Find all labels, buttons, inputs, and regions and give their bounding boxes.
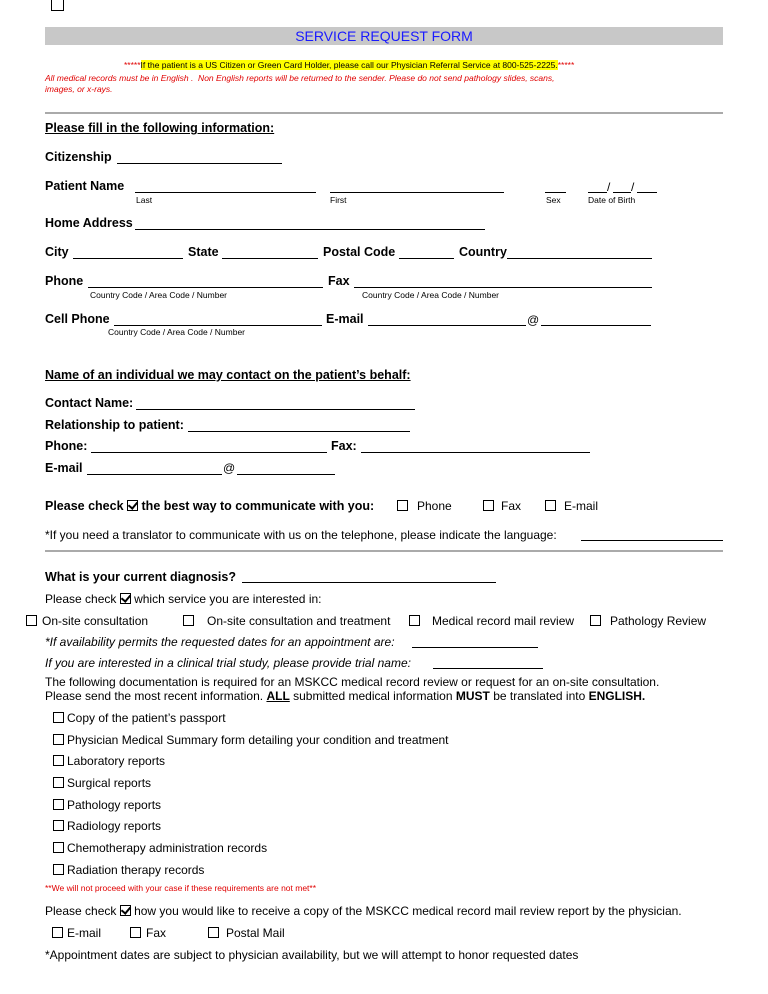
- fax-caption: Country Code / Area Code / Number: [362, 290, 500, 300]
- title-bar: [45, 27, 723, 45]
- home-address-label: Home Address: [45, 216, 133, 230]
- last-name-field[interactable]: [135, 192, 316, 193]
- cell-phone-field[interactable]: [114, 325, 322, 326]
- cell-phone-label: Cell Phone: [45, 312, 110, 326]
- translator-field[interactable]: [581, 540, 723, 541]
- receive-email-checkbox[interactable]: [52, 927, 63, 938]
- postal-code-field[interactable]: [399, 258, 454, 259]
- doc-lab-label: Laboratory reports: [67, 754, 166, 768]
- service-onsite-label: On-site consultation: [42, 614, 149, 628]
- citizenship-field[interactable]: [117, 163, 282, 164]
- trial-label: If you are interested in a clinical trial study, please provide trial name:: [45, 656, 411, 670]
- contact-fax-field[interactable]: [361, 452, 590, 453]
- notice-highlight: If the patient is a US Citizen or Green Card Holder, please call our Physician Referral Service at 800-525-2225.: [140, 60, 558, 70]
- checkmark-icon: [120, 905, 131, 916]
- email-at: @: [527, 313, 540, 327]
- receive-postal-label: Postal Mail: [226, 926, 285, 940]
- service-check-label: [45, 592, 322, 606]
- english-notice-line2: images, or x-rays.: [45, 84, 113, 94]
- doc-surgical-checkbox[interactable]: [53, 777, 64, 788]
- contact-email-label: E-mail: [45, 461, 83, 475]
- postal-code-label: Postal Code: [323, 245, 396, 259]
- availability-label: *If availability permits the requested dates for an appointment are:: [45, 635, 395, 649]
- comm-email-label: E-mail: [564, 499, 599, 513]
- availability-field[interactable]: [412, 647, 538, 648]
- english-notice-line1: All medical records must be in English . Non English reports will be returned to the sender. Please do not send pathology slides, scans,: [45, 73, 555, 83]
- phone-field[interactable]: [88, 287, 323, 288]
- comm-fax-checkbox[interactable]: [483, 500, 494, 511]
- email-user-field[interactable]: [368, 325, 526, 326]
- service-onsite-treatment-label: On-site consultation and treatment: [207, 614, 391, 628]
- doc-lab-checkbox[interactable]: [53, 755, 64, 766]
- relationship-field[interactable]: [188, 431, 410, 432]
- contact-email-user-field[interactable]: [87, 474, 222, 475]
- doc-pathology-label: Pathology reports: [67, 798, 162, 812]
- email-domain-field[interactable]: [541, 325, 651, 326]
- stars-right: *****: [557, 60, 575, 70]
- doc-summary-label: Physician Medical Summary form detailing your condition and treatment: [67, 733, 449, 747]
- country-label: Country: [459, 245, 507, 259]
- stars-left: *****: [124, 60, 141, 70]
- section2-heading: Name of an individual we may contact on the patient’s behalf:: [45, 368, 411, 382]
- comm-fax-label: Fax: [501, 499, 522, 513]
- phone-caption: Country Code / Area Code / Number: [90, 290, 228, 300]
- state-label: State: [188, 245, 219, 259]
- doc-must: MUST: [455, 689, 490, 703]
- checkmark-icon: [120, 593, 131, 604]
- form-title: SERVICE REQUEST FORM: [295, 28, 473, 44]
- receive-check-pre: Please check: [45, 904, 117, 918]
- comm-email-checkbox[interactable]: [545, 500, 556, 511]
- doc-chemo-checkbox[interactable]: [53, 842, 64, 853]
- service-onsite-treatment-checkbox[interactable]: [183, 615, 194, 626]
- doc-summary-checkbox[interactable]: [53, 734, 64, 745]
- us-citizen-notice: [124, 60, 574, 70]
- dob-month-field[interactable]: [588, 192, 607, 193]
- service-check-pre: Please check: [45, 592, 117, 606]
- doc-chemo-label: Chemotherapy administration records: [67, 841, 268, 855]
- state-field[interactable]: [222, 258, 318, 259]
- city-label: City: [45, 245, 69, 259]
- doc-radiology-checkbox[interactable]: [53, 820, 64, 831]
- contact-name-label: Contact Name:: [45, 396, 134, 410]
- comm-check-post: the best way to communicate with you:: [141, 499, 375, 513]
- receive-fax-label: Fax: [146, 926, 167, 940]
- doc-text-b: submitted medical information: [289, 689, 456, 703]
- doc-text-a: Please send the most recent information.: [45, 689, 267, 703]
- sex-caption: Sex: [546, 195, 561, 205]
- service-check-post: which service you are interested in:: [134, 592, 322, 606]
- receive-email-label: E-mail: [67, 926, 102, 940]
- phone-label: Phone: [45, 274, 84, 288]
- doc-english: ENGLISH.: [588, 689, 646, 703]
- doc-all: ALL: [266, 689, 290, 703]
- city-field[interactable]: [73, 258, 183, 259]
- contact-phone-field[interactable]: [91, 452, 327, 453]
- comm-check-label: [45, 499, 374, 513]
- doc-surgical-label: Surgical reports: [67, 776, 152, 790]
- divider: [45, 112, 723, 114]
- relationship-label: Relationship to patient:: [45, 418, 184, 432]
- dob-slash-1: /: [607, 180, 611, 194]
- translator-label: *If you need a translator to communicate with us on the telephone, please indicate the language:: [45, 528, 557, 542]
- citizenship-label: Citizenship: [45, 150, 112, 164]
- contact-email-domain-field[interactable]: [237, 474, 335, 475]
- dob-year-field[interactable]: [637, 192, 657, 193]
- doc-passport-checkbox[interactable]: [53, 712, 64, 723]
- trial-field[interactable]: [433, 668, 543, 669]
- divider: [45, 550, 723, 552]
- service-pathology-label: Pathology Review: [610, 614, 707, 628]
- sex-field[interactable]: [545, 192, 566, 193]
- contact-fax-label: Fax:: [331, 439, 357, 453]
- diagnosis-label: What is your current diagnosis?: [45, 570, 236, 584]
- doc-radiation-label: Radiation therapy records: [67, 863, 205, 877]
- dob-slash-2: /: [631, 180, 635, 194]
- fax-field[interactable]: [354, 287, 652, 288]
- doc-radiation-checkbox[interactable]: [53, 864, 64, 875]
- receive-fax-checkbox[interactable]: [130, 927, 141, 938]
- contact-phone-label: Phone:: [45, 439, 88, 453]
- service-onsite-checkbox[interactable]: [26, 615, 37, 626]
- dob-day-field[interactable]: [613, 192, 631, 193]
- documentation-line2: [45, 689, 645, 703]
- service-mail-review-checkbox[interactable]: [409, 615, 420, 626]
- comm-phone-label: Phone: [417, 499, 452, 513]
- fax-label: Fax: [328, 274, 350, 288]
- home-address-field[interactable]: [135, 229, 485, 230]
- first-caption: First: [330, 195, 347, 205]
- email-label: E-mail: [326, 312, 364, 326]
- comm-check-pre: Please check: [45, 499, 124, 513]
- service-mail-review-label: Medical record mail review: [432, 614, 575, 628]
- country-field[interactable]: [507, 258, 652, 259]
- section1-heading: Please fill in the following information:: [45, 121, 275, 135]
- patient-name-label: Patient Name: [45, 179, 125, 193]
- doc-pathology-checkbox[interactable]: [53, 799, 64, 810]
- receive-check-post: how you would like to receive a copy of the MSKCC medical record mail review report by the physician.: [134, 904, 682, 918]
- dob-caption: Date of Birth: [588, 195, 636, 205]
- doc-passport-label: Copy of the patient’s passport: [67, 711, 226, 725]
- first-name-field[interactable]: [330, 192, 504, 193]
- top-checkbox[interactable]: [51, 0, 64, 11]
- last-caption: Last: [136, 195, 153, 205]
- checkmark-icon: [127, 500, 138, 511]
- receive-check-label: [45, 904, 682, 918]
- appointment-footnote: *Appointment dates are subject to physician availability, but we will attempt to honor requested dates: [45, 948, 579, 962]
- contact-email-at: @: [223, 461, 236, 475]
- contact-name-field[interactable]: [136, 409, 415, 410]
- receive-postal-checkbox[interactable]: [208, 927, 219, 938]
- doc-text-c: be translated into: [489, 689, 589, 703]
- diagnosis-field[interactable]: [242, 582, 496, 583]
- doc-radiology-label: Radiology reports: [67, 819, 162, 833]
- comm-phone-checkbox[interactable]: [397, 500, 408, 511]
- requirements-warning: **We will not proceed with your case if these requirements are not met**: [45, 883, 317, 893]
- cell-caption: Country Code / Area Code / Number: [108, 327, 246, 337]
- service-pathology-checkbox[interactable]: [590, 615, 601, 626]
- documentation-line1: The following documentation is required for an MSKCC medical record review or request for an on-site consultation.: [45, 675, 660, 689]
